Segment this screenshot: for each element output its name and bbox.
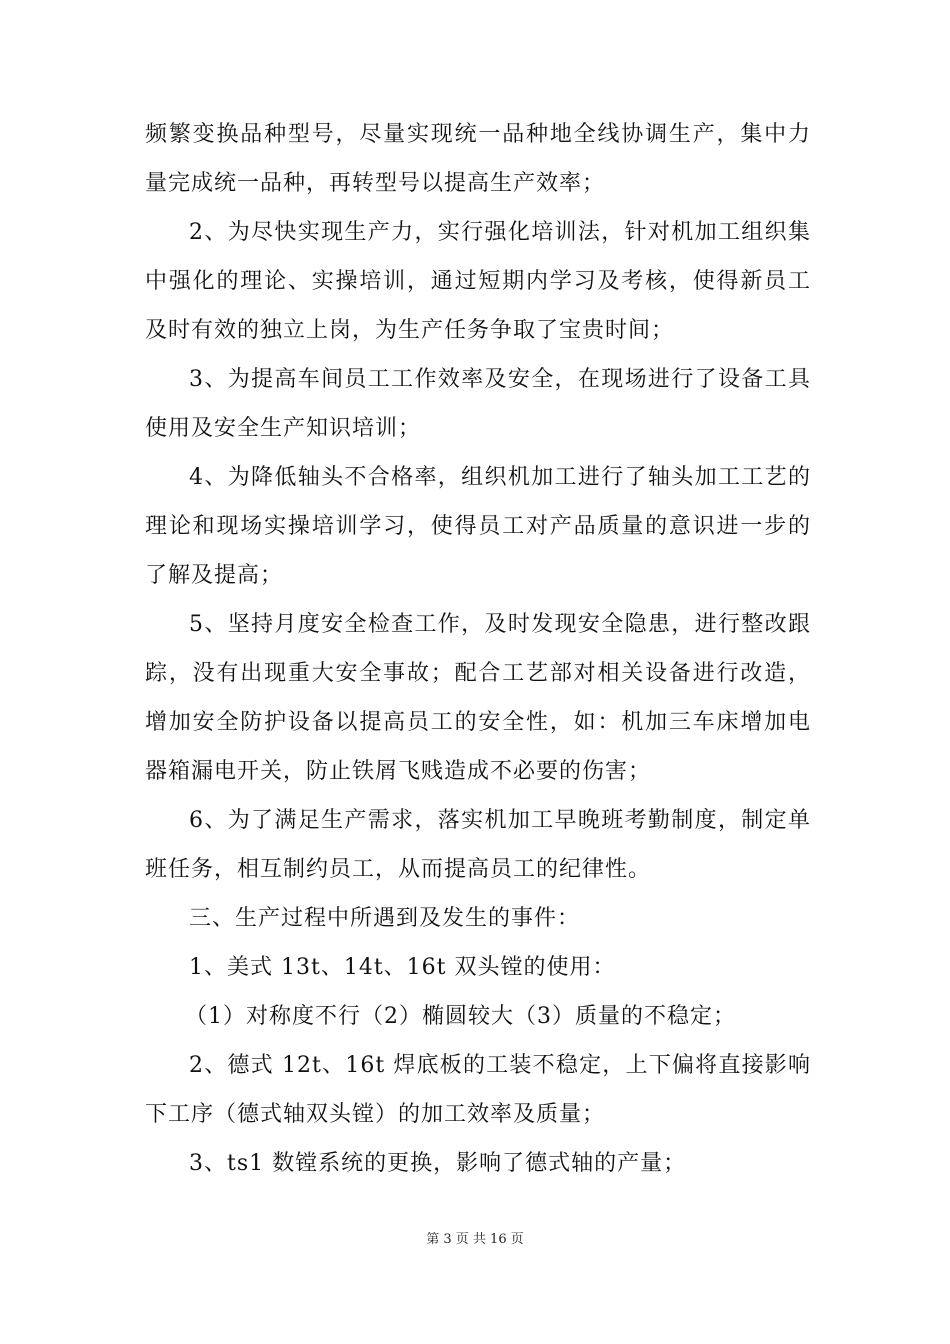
section-heading-3: 三、生产过程中所遇到及发生的事件：: [189, 906, 581, 931]
event-item-1-details: （1）对称度不行（2）椭圆较大（3）质量的不稳定；: [185, 1004, 736, 1029]
document-body: [145, 110, 811, 1188]
paragraph-item-3: 3、为提高车间员工工作效率及安全，在现场进行了设备工具使用及安全生产知识培训；: [145, 367, 811, 441]
page-number-footer: 第 3 页 共 16 页: [426, 1232, 524, 1247]
paragraph-item-4: 4、为降低轴头不合格率，组织机加工进行了轴头加工工艺的理论和现场实操培训学习，使得员工对产品质量的意识进一步的了解及提高；: [145, 465, 811, 588]
event-item-1: 1、美式 13t、14t、16t 双头镗的使用：: [189, 955, 616, 980]
event-item-3: 3、ts1 数镗系统的更换，影响了德式轴的产量；: [189, 1151, 687, 1176]
paragraph-item-2: 2、为尽快实现生产力，实行强化培训法，针对机加工组织集中强化的理论、实操培训，通过短期内学习及考核，使得新员工及时有效的独立上岗，为生产任务争取了宝贵时间；: [145, 220, 811, 343]
event-item-2: 2、德式 12t、16t 焊底板的工装不稳定，上下偏将直接影响下工序（德式轴双头镗）的加工效率及质量；: [145, 1053, 811, 1127]
paragraph-item-5: 5、坚持月度安全检查工作，及时发现安全隐患，进行整改跟踪，没有出现重大安全事故；配合工艺部对相关设备进行改造，增加安全防护设备以提高员工的安全性，如：机加三车床增加电器箱漏电开关，防止铁屑飞贱造成不必要的伤害；: [145, 612, 811, 784]
paragraph-continuation: 频繁变换品种型号，尽量实现统一品种地全线协调生产，集中力量完成统一品种，再转型号以提高生产效率；: [145, 122, 811, 196]
paragraph-item-6: 6、为了满足生产需求，落实机加工早晚班考勤制度，制定单班任务，相互制约员工，从而提高员工的纪律性。: [145, 808, 811, 882]
